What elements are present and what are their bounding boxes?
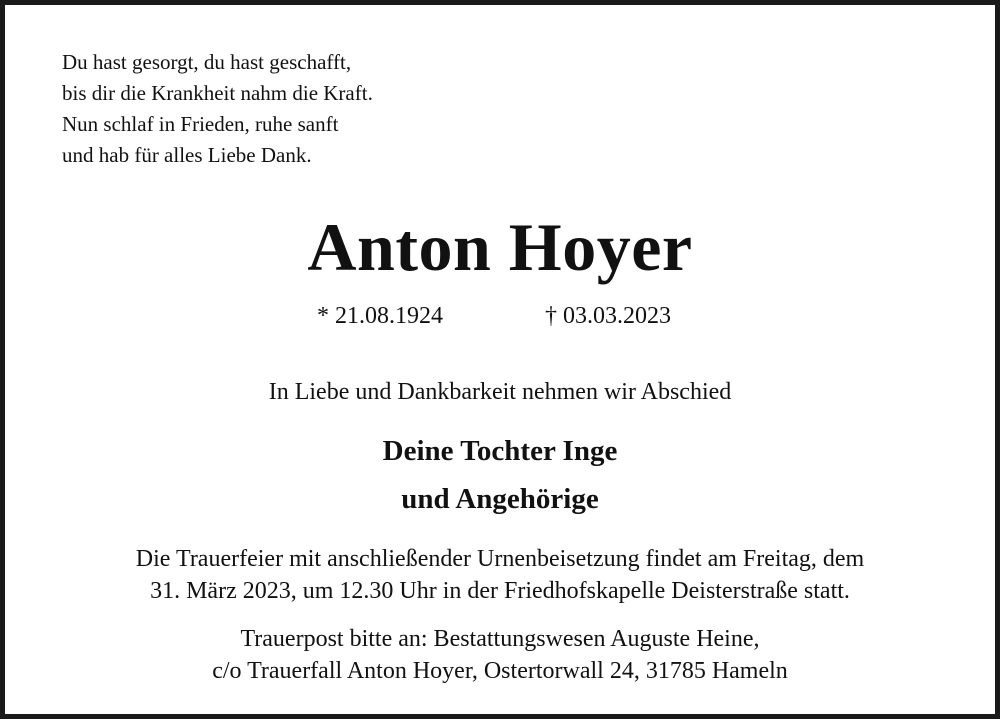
birth-date: * 21.08.1924 <box>317 303 443 329</box>
memorial-poem <box>62 47 373 171</box>
funeral-service-info <box>5 543 995 607</box>
mourners-line: und Angehörige <box>401 483 599 515</box>
deceased-name: Anton Hoyer <box>307 209 693 285</box>
poem-line: bis dir die Krankheit nahm die Kraft. <box>62 81 373 105</box>
poem-line: Nun schlaf in Frieden, ruhe sanft <box>62 112 339 136</box>
address-line: Trauerpost bitte an: Bestattungswesen Auguste Heine, <box>240 626 760 652</box>
service-line: Die Trauerfeier mit anschließender Urnenbeisetzung findet am Freitag, dem <box>135 546 865 572</box>
condolence-address <box>5 623 995 687</box>
poem-line: Du hast gesorgt, du hast geschafft, <box>62 50 352 74</box>
poem-line: und hab für alles Liebe Dank. <box>62 143 312 167</box>
mourners-line: Deine Tochter Inge <box>382 435 618 467</box>
death-date: † 03.03.2023 <box>545 303 671 329</box>
mourners-block <box>5 427 995 523</box>
address-line: c/o Trauerfall Anton Hoyer, Ostertorwall 24, 31785 Hameln <box>212 658 788 684</box>
service-line: 31. März 2023, um 12.30 Uhr in der Friedhofskapelle Deisterstraße statt. <box>150 578 850 604</box>
farewell-text: In Liebe und Dankbarkeit nehmen wir Abschied <box>268 379 732 405</box>
